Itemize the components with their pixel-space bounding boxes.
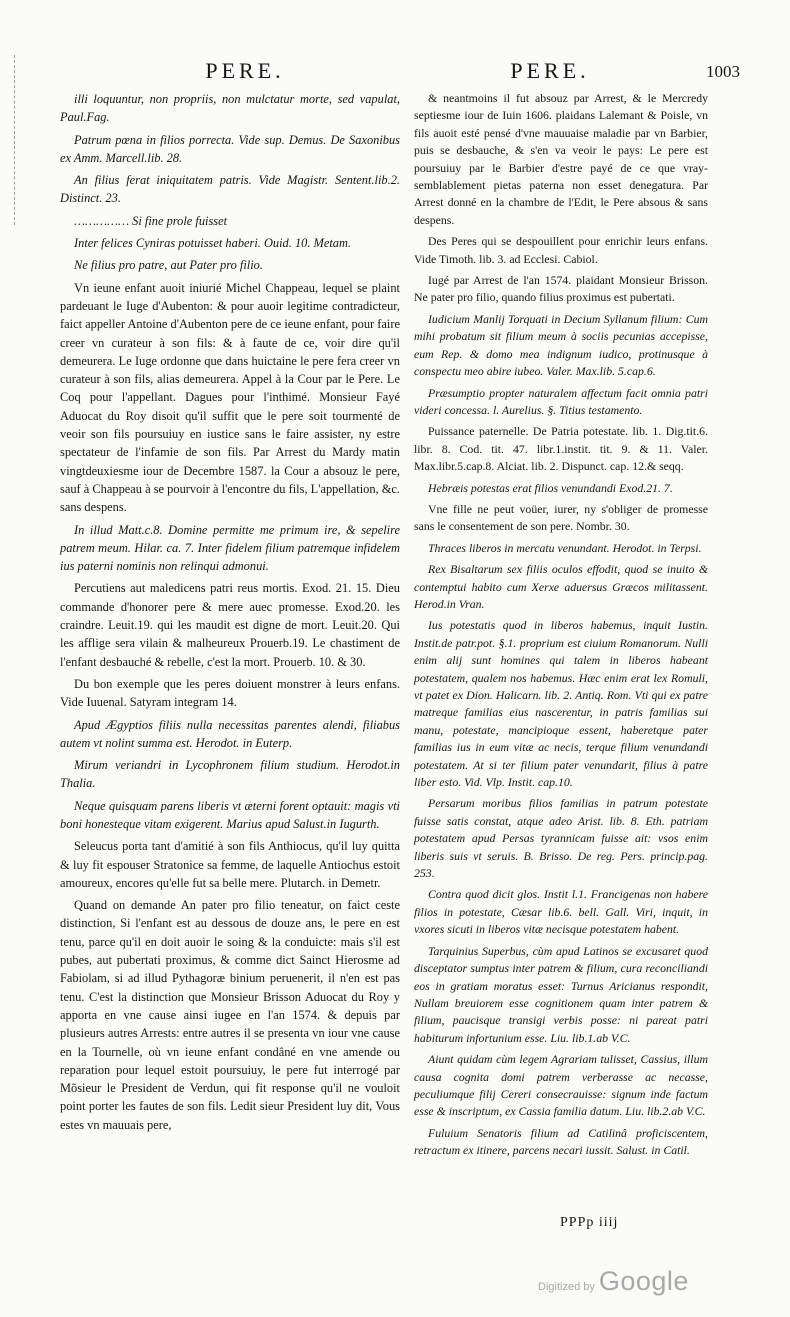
paragraph: In illud Matt.c.8. Domine permitte me primum ire, & sepelire patrem meum. Hilar. ca. 7. Inter fidelem filium patremque infidelem ius paterni nominis non relinqui admonui. <box>60 522 400 574</box>
paragraph: Iugé par Arrest de l'an 1574. plaidant Monsieur Brisson. Ne pater pro filio, quando filius proximus est pubertati. <box>414 273 708 305</box>
paragraph: Ne filius pro patre, aut Pater pro filio. <box>74 258 263 273</box>
paragraph: Vne fille ne peut voüer, iurer, ny s'obliger de promesse sans le consentement de son pere. Nombr. 30. <box>414 501 708 534</box>
digitized-by-google-watermark <box>538 1266 689 1297</box>
paragraph: Rex Bisaltarum sex filiis oculos effodit, quod se inuito & contemptui habito cum Xerxe aduersus Græcos militassent. Herod.in Vran. <box>414 562 708 611</box>
paragraph: Contra quod dicit glos. Instit l.1. Francigenas non habere filios in potestate, Cæsar lib.6. bell. Gall. Viri, inquit, in vxores sicuti in liberos vitæ necisque potestatem habent. <box>414 887 708 937</box>
paragraph: Inter felices Cyniras potuisset haberi. Ouid. 10. Metam. <box>74 236 352 251</box>
paragraph: Quand on demande An pater pro filio teneatur, on faict ceste distinction, Si l'enfant est au dessous de douze ans, le pere en est tenu, parce qu'il en doit auoir le soing & la conduicte: mais s'il est pubes, aut pubertati proximus, & comme dict Sainct Hierosme ad Fabiolam, si ad illud Pythagoræ binium peruenerit, il n'en est pas tenu. C'est la distinction que Monsieur Brisson Aduocat du Roy y apporta en vne cause ainsi iugee en l'an 1574. & depuis par plusieurs autres Arrests: entre autres il se presenta vn iour vne cause en la Tournelle, où vn ieune enfant condâné en vne amende ou reparation pour lequel estoit poursuiuy, le pere fut interrogé par Mõsieur le President de Verdun, qui fit response qu'il ne vouloit point porter les fautes de son fils. Ledit sieur President luy dit, Vous estes vn mauuais pere, <box>60 898 400 1132</box>
paragraph: Iudicium Manlij Torquati in Decium Syllanum filium: Cum mihi probatum sit filium meum à sociis pecunias accepisse, eum Rep. & domo mea indignum iudico, protinusque à conspectu meo abire iubeo. Valer. Max.lib. 5.cap.6. <box>414 311 708 379</box>
paragraph: Hebræis potestas erat filios venundandi Exod.21. 7. <box>428 480 673 495</box>
signature-mark: PPPp iiij <box>560 1215 619 1230</box>
paragraph: Ius potestatis quod in liberos habemus, inquit Iustin. Instit.de patr.pot. §.1. proprium est ciuium Romanorum. Nulli enim alij sunt homines qui talem in liberos habeant potestatem, qualem nos habemus. Hæc enim erat lex Romuli, vt patet ex Dion. Halicarn. lib. 2. Antiq. Rom. Vti qui ex patre matreque familias eius nascerentur, in patris familias sui manu, potestate, mancipioque essent, haberetque pater familias ius in eum vitæ ac necis, terque filium venundandi potestatem. At si ter filium pater venundarit, filius à patre liber esto. Vid. Vlp. Instit. cap.10. <box>414 618 708 790</box>
paragraph: Præsumptio propter naturalem affectum facit omnia patri videri concessa. l. Aurelius. §. Titius testamento. <box>414 385 708 417</box>
paragraph: Persarum moribus filios familias in patrum potestate fuisse satis constat, atque adeo Arist. lib. 8. Eth. patriam potestatem apud Persas tyrannicam fuisse ait: vsos enim liberis suis vt seruis. B. Brisso. De reg. Pers. princip.pag. 253. <box>414 796 708 881</box>
paragraph: illi loquuntur, non propriis, non mulctatur morte, sed vapulat, Paul.Fag. <box>60 92 400 125</box>
watermark-logo: Google <box>598 1266 689 1296</box>
paragraph: Vn ieune enfant auoit iniurié Michel Chappeau, lequel se plaint pardeuant le Iuge d'Aubenton: & pour auoir legitime contradicteur, faict appeller Antoine d'Aubenton pere de ce ieune enfant, pour faire creer vn curateur à son fils: & à faute de ce, voir dire qu'il demeurera. Le Iuge ordonne que dans huictaine le pere fera creer vn curateur à son fils, alias demeurera. Appel à la Cour par le Pere. Le Coq pour l'appellant. Dagues pour l'inthimé. Monsieur Fayé Aduocat du Roy disoit qu'il suffit que le pere soit tourmenté de veoir son fils poursuiuy en iustice sans le faire assister, ny estre spectateur de l'infamie de son fils. Par Arrest du Mardy matin vingtdeuxiesme iour de Decembre 1587. la Cour a absouz le pere, sauf à Chappeau à se pourvoir à l'encontre du fils, L'appellation, &c. sans despens. <box>60 280 400 515</box>
paragraph: Aiunt quidam cùm legem Agrariam tulisset, Cassius, illum causa cognita domi patrem verberasse ac necasse, peculiumque filij Cereri consecrauisse: signum inde factum esse & inscriptum, ex Cassia familia datum. Liu. lib.2.ab V.C. <box>414 1052 708 1119</box>
page-edge-margin <box>0 55 15 225</box>
paragraph: Puissance paternelle. De Patria potestate. lib. 1. Dig.tit.6. libr. 8. Cod. tit. 47. libr.1.instit. tit. 9. & 11. Valer. Max.libr.5.cap.8. Alciat. lib. 2. Dispunct. cap. 12.& seqq. <box>414 424 708 474</box>
right-column <box>414 90 708 1160</box>
paragraph: Mirum veriandri in Lycophronem filium studium. Herodot.in Thalia. <box>60 758 400 791</box>
watermark-small: Digitized by <box>538 1281 595 1293</box>
paragraph: Neque quisquam parens liberis vt æterni forent optauit: magis vti boni honesteque vitam exigerent. Marius apud Salust.in Iugurth. <box>60 798 400 831</box>
paragraph: Des Peres qui se despouillent pour enrichir leurs enfans. Vide Timoth. lib. 3. ad Ecclesi. Cabiol. <box>414 234 708 266</box>
paragraph: Percutiens aut maledicens patri reus mortis. Exod. 21. 15. Dieu commande d'honorer pere & mere auec promesse. Exod.20. les craindre. Leuit.19. qui les maudit est digne de mort. Leuit.20. Qui les afflige sera vilain & malheureux Prouerb.19. Le chastiment de l'enfant desbauché & rebelle, c'est la mort. Prouerb. 10. & 30. <box>60 581 400 669</box>
paragraph: …………… Si fine prole fuisset <box>74 213 228 228</box>
left-running-head: PERE. <box>205 58 285 83</box>
paragraph: An filius ferat iniquitatem patris. Vide Magistr. Sentent.lib.2. Distinct. 23. <box>60 173 400 206</box>
right-running-head: PERE. <box>510 58 590 83</box>
paragraph: Thraces liberos in mercatu venundant. Herodot. in Terpsi. <box>428 540 702 555</box>
paragraph: Seleucus porta tant d'amitié à son fils Anthiocus, qu'il luy quitta & luy fit espouser Stratonice sa femme, de laquelle Antiochus estoit amoureux, encores qu'elle fut sa belle mere. Plutarch. in Demetr. <box>60 839 400 890</box>
left-column <box>60 90 400 1134</box>
paragraph: & neantmoins il fut absouz par Arrest, & le Mercredy septiesme iour de Iuin 1606. plaidans Lalemant & Poisle, vn fils auoit esté pensé d'vne mauuaise maladie par vn Barbier, puis se desbauche, & s'en va veoir le pays: Le pere est poursuiuy par le Barbier d'estre payé de ce que vray-semblablement pietas paterna non esset denegatura. Par Arrest donné en la chambre de l'Edit, le Pere absous & sans despens. <box>414 91 708 227</box>
paragraph: Tarquinius Superbus, cùm apud Latinos se excusaret quod disceptator sumptus inter patrem & filium, cura reconciliandi eos in gratiam moratus esset: Turnus Aricianus respondit, Nullam breuiorem esse cognitionem quam inter patrem & filium, paucisque transigi verbis posse: ni pareat patri habiturum infortunium esse. Liu. lib.1.ab V.C. <box>414 943 708 1045</box>
paragraph: Patrum pœna in filios porrecta. Vide sup. Demus. De Saxonibus ex Amm. Marcell.lib. 28. <box>60 132 400 165</box>
paragraph: Apud Ægyptios filiis nulla necessitas parentes alendi, filiabus autem vt nolint summa est. Herodot. in Euterp. <box>60 717 400 750</box>
paragraph: Fuluium Senatoris filium ad Catilinâ proficiscentem, retractum ex itinere, parcens necari iussit. Salust. in Catil. <box>414 1125 708 1158</box>
page-number: 1003 <box>706 62 740 81</box>
paragraph: Du bon exemple que les peres doiuent monstrer à leurs enfans. Vide Iuuenal. Satyram integram 14. <box>60 676 400 710</box>
